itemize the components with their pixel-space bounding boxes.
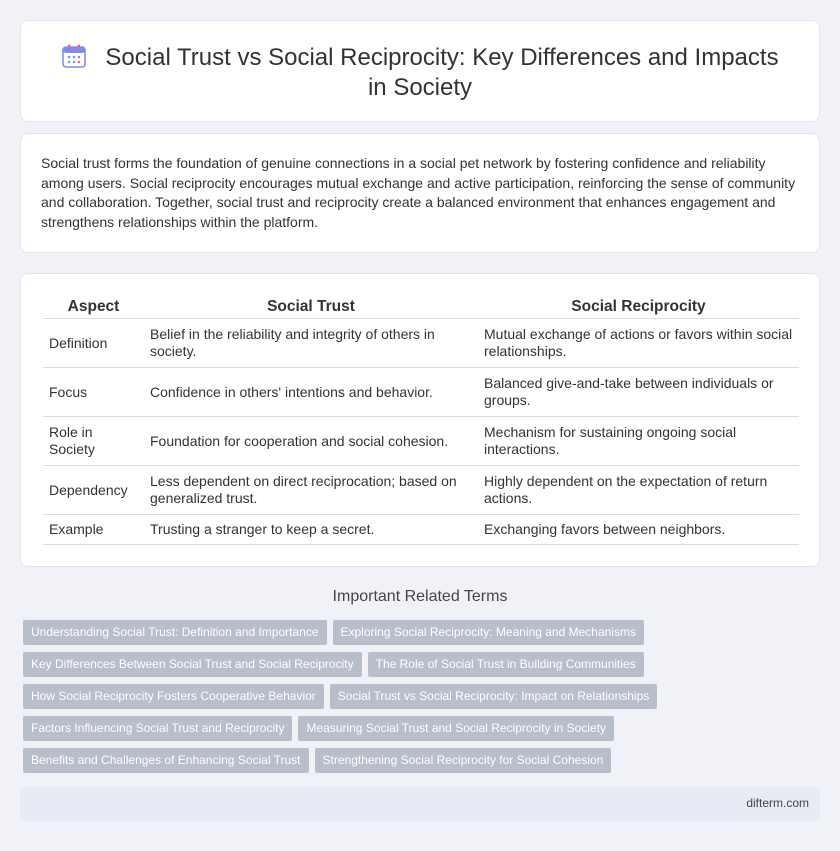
row-aspect: Definition [43, 319, 144, 368]
related-terms-list [23, 620, 823, 780]
intro-paragraph: Social trust forms the foundation of genuine connections in a social pet network by fostering confidence and reliability among users. Social reciprocity encourages mutual exchange and active participation, reinforcing the sense of community and collaboration. Together, social trust and reciprocity create a balanced environment that enhances engagement and strengthens relationships within the platform. [41, 155, 796, 230]
header-social-reciprocity: Social Reciprocity [478, 294, 799, 319]
related-term-link[interactable]: Social Trust vs Social Reciprocity: Impact on Relationships [330, 684, 657, 709]
tag-row [23, 620, 823, 652]
tag-row [23, 684, 823, 716]
row-social-trust: Confidence in others' intentions and behavior. [144, 368, 478, 417]
calendar-icon [61, 43, 87, 69]
related-term-link[interactable]: Measuring Social Trust and Social Reciprocity in Society [298, 716, 613, 741]
tag-row [23, 716, 823, 748]
related-term-link[interactable]: The Role of Social Trust in Building Communities [368, 652, 644, 677]
table-row [43, 515, 799, 545]
comparison-table [43, 294, 799, 545]
related-terms-heading: Important Related Terms [332, 588, 508, 605]
header-card [20, 20, 820, 122]
row-social-reciprocity: Exchanging favors between neighbors. [478, 515, 799, 545]
row-social-reciprocity: Mutual exchange of actions or favors within social relationships. [478, 319, 799, 368]
footer [20, 787, 820, 821]
row-social-trust: Less dependent on direct reciprocation; based on generalized trust. [144, 466, 478, 515]
tag-row [23, 748, 823, 780]
comparison-card [20, 273, 820, 567]
row-social-trust: Trusting a stranger to keep a secret. [144, 515, 478, 545]
row-social-trust: Foundation for cooperation and social cohesion. [144, 417, 478, 466]
row-social-reciprocity: Balanced give-and-take between individuals or groups. [478, 368, 799, 417]
row-social-reciprocity: Highly dependent on the expectation of return actions. [478, 466, 799, 515]
table-row [43, 368, 799, 417]
table-row [43, 417, 799, 466]
footer-site-link[interactable]: difterm.com [746, 796, 809, 810]
page-title [21, 43, 819, 103]
row-social-trust: Belief in the reliability and integrity of others in society. [144, 319, 478, 368]
header [21, 43, 819, 103]
related-term-link[interactable]: Exploring Social Reciprocity: Meaning and Mechanisms [333, 620, 644, 645]
header-aspect: Aspect [43, 294, 144, 319]
related-term-link[interactable]: Key Differences Between Social Trust and Social Reciprocity [23, 652, 362, 677]
table-row [43, 319, 799, 368]
row-aspect: Role in Society [43, 417, 144, 466]
related-term-link[interactable]: Understanding Social Trust: Definition and Importance [23, 620, 327, 645]
related-term-link[interactable]: How Social Reciprocity Fosters Cooperative Behavior [23, 684, 324, 709]
table-header-row [43, 294, 799, 319]
header-social-trust: Social Trust [144, 294, 478, 319]
related-term-link[interactable]: Benefits and Challenges of Enhancing Social Trust [23, 748, 309, 773]
table-row [43, 466, 799, 515]
row-social-reciprocity: Mechanism for sustaining ongoing social interactions. [478, 417, 799, 466]
row-aspect: Example [43, 515, 144, 545]
related-term-link[interactable]: Factors Influencing Social Trust and Reciprocity [23, 716, 292, 741]
row-aspect: Focus [43, 368, 144, 417]
intro-card [20, 133, 820, 253]
page-title-text: Social Trust vs Social Reciprocity: Key Differences and Impacts in Society [105, 44, 779, 101]
row-aspect: Dependency [43, 466, 144, 515]
tag-row [23, 652, 823, 684]
related-term-link[interactable]: Strengthening Social Reciprocity for Social Cohesion [315, 748, 612, 773]
